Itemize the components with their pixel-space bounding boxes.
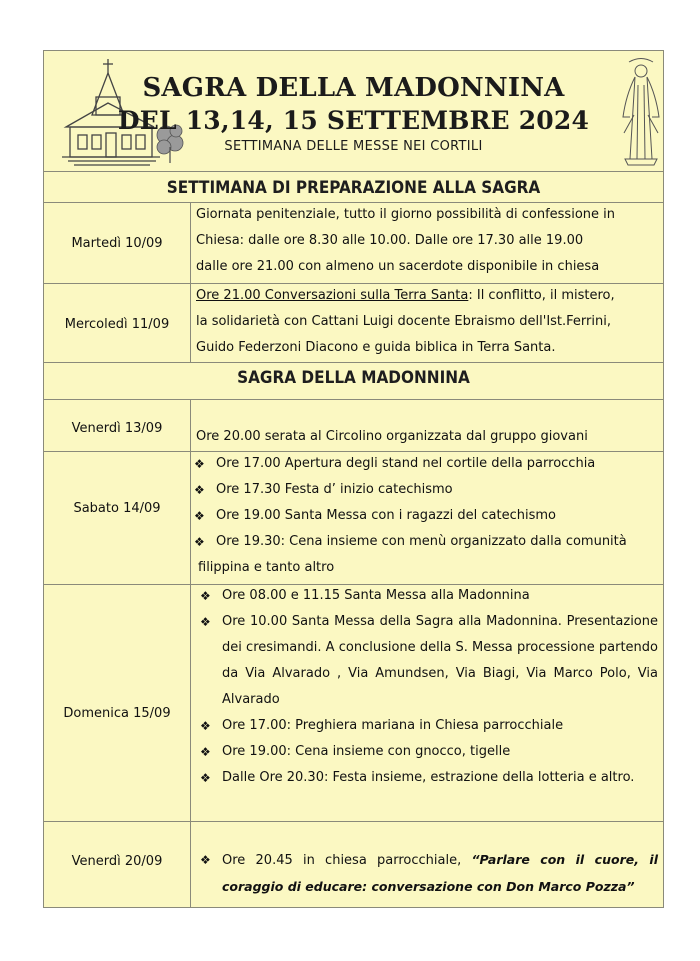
column-divider <box>190 283 191 362</box>
title-line-1: SAGRA DELLA MADONNINA <box>142 73 565 103</box>
column-divider <box>190 584 191 821</box>
mercoledi-line-3: Guido Federzoni Diacono e guida biblica in Terra Santa. <box>196 340 556 355</box>
diamond-bullet-icon: ❖ <box>200 745 211 759</box>
martedi-description <box>196 202 658 280</box>
sabato-list <box>194 451 656 581</box>
list-item: ❖ Ore 19.30: Cena insieme con menù organizzato dalla comunità <box>194 529 656 555</box>
mercoledi-line-2: la solidarietà con Cattani Luigi docente Ebraismo dell'Ist.Ferrini, <box>196 314 611 329</box>
sagra-section-title: SAGRA DELLA MADONNINA <box>237 368 470 388</box>
list-item: ❖ Ore 19.00: Cena insieme con gnocco, tigelle <box>200 739 658 765</box>
diamond-bullet-icon: ❖ <box>200 771 211 785</box>
column-divider <box>190 451 191 584</box>
diamond-bullet-icon: ❖ <box>200 615 211 629</box>
list-item <box>200 847 658 901</box>
diamond-bullet-icon: ❖ <box>194 509 205 523</box>
diamond-bullet-icon: ❖ <box>200 719 211 733</box>
list-item: ❖ Ore 17.00 Apertura degli stand nel cortile della parrocchia <box>194 451 656 477</box>
diamond-bullet-icon: ❖ <box>200 853 211 867</box>
mercoledi-event-title: Ore 21.00 Conversazioni sulla Terra Santa <box>196 288 469 303</box>
title-line-2: DEL 13,14, 15 SETTEMBRE 2024 <box>117 106 590 135</box>
column-divider <box>190 821 191 908</box>
list-item: ❖ Ore 19.00 Santa Messa con i ragazzi del catechismo <box>194 503 656 529</box>
diamond-bullet-icon: ❖ <box>194 535 205 549</box>
day-sabato: Sabato 14/09 <box>73 501 161 516</box>
day-venerdi-13: Venerdì 13/09 <box>71 421 163 436</box>
martedi-line-3: dalle ore 21.00 con almeno un sacerdote disponibile in chiesa <box>196 259 600 274</box>
subtitle: SETTIMANA DELLE MESSE NEI CORTILI <box>224 139 483 154</box>
diamond-bullet-icon: ❖ <box>200 589 211 603</box>
venerdi-20-quote: “Parlare con il cuore, il coraggio di educare: conversazione con Don Marco Pozza” <box>222 852 658 894</box>
martedi-line-1: Giornata penitenziale, tutto il giorno possibilità di confessione in <box>196 207 615 222</box>
day-domenica: Domenica 15/09 <box>63 706 171 721</box>
mercoledi-description <box>196 283 658 361</box>
preparation-section-title: SETTIMANA DI PREPARAZIONE ALLA SAGRA <box>166 178 541 198</box>
day-venerdi-20: Venerdì 20/09 <box>71 854 163 869</box>
martedi-line-2: Chiesa: dalle ore 8.30 alle 10.00. Dalle ore 17.30 alle 19.00 <box>196 233 584 248</box>
day-martedi: Martedì 10/09 <box>71 236 163 251</box>
list-item: ❖ Ore 17.00: Preghiera mariana in Chiesa parrocchiale <box>200 713 658 739</box>
diamond-bullet-icon: ❖ <box>194 483 205 497</box>
day-mercoledi: Mercoledì 11/09 <box>64 317 170 332</box>
venerdi-20-text: Ore 20.45 in chiesa parrocchiale, <box>222 853 472 868</box>
list-item: ❖ Dalle Ore 20.30: Festa insieme, estrazione della lotteria e altro. <box>200 765 658 791</box>
diamond-bullet-icon: ❖ <box>194 457 205 471</box>
list-item: ❖ Ore 10.00 Santa Messa della Sagra alla Madonnina. Presentazione dei cresimandi. A conclusione della S. Messa processione partendo da Via Alvarado , Via Amundsen, Via Biagi, Via Marco Polo, Via Alvarado <box>200 609 658 713</box>
mercoledi-line-1 <box>196 283 658 309</box>
venerdi-20-description <box>200 847 658 901</box>
divider <box>44 399 663 400</box>
column-divider <box>190 202 191 283</box>
divider <box>44 821 663 822</box>
column-divider <box>190 399 191 451</box>
divider <box>44 362 663 363</box>
programme-sheet <box>43 50 664 908</box>
sabato-continuation: filippina e tanto altro <box>198 560 335 575</box>
list-item: ❖ Ore 17.30 Festa d’ inizio catechismo <box>194 477 656 503</box>
mercoledi-line-1-rest: : Il conflitto, il mistero, <box>468 288 615 303</box>
domenica-list <box>200 583 658 791</box>
divider <box>44 171 663 172</box>
list-item: ❖ Ore 08.00 e 11.15 Santa Messa alla Madonnina <box>200 583 658 609</box>
venerdi-13-description: Ore 20.00 serata al Circolino organizzata dal gruppo giovani <box>196 429 588 444</box>
